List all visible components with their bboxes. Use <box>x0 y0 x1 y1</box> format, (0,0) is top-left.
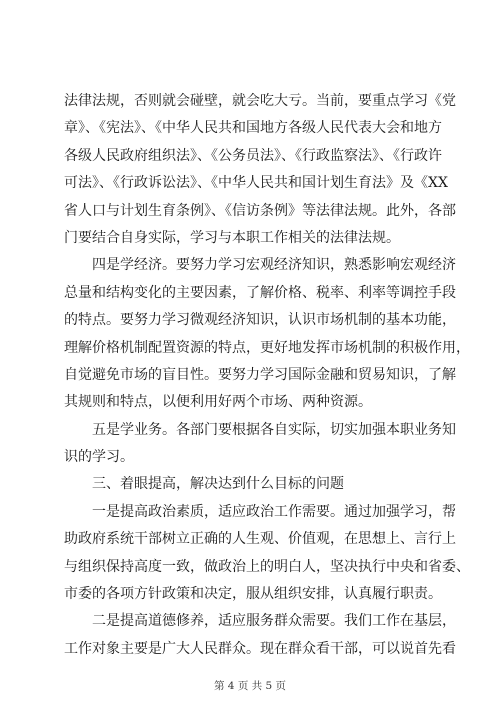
text-line: 工作对象主要是广大人民群众。现在群众看干部，可以说首先看 <box>64 640 456 657</box>
text-line: 各级人民政府组织法》、《公务员法》、《行政监察法》、《行政许 <box>64 147 442 164</box>
text-line: 省人口与计划生育条例》、《信访条例》等法律法规。此外，各部 <box>64 202 456 219</box>
text-line: 自觉避免市场的盲目性。要努力学习国际金融和贸易知识，了解 <box>64 366 456 383</box>
text-line: 三、着眼提高，解决达到什么目标的问题 <box>64 476 344 493</box>
text-line: 章》、《宪法》、《中华人民共和国地方各级人民代表大会和地方 <box>64 120 442 137</box>
text-line: 识的学习。 <box>64 449 134 466</box>
text-line: 的特点。要努力学习微观经济知识，认识市场机制的基本功能， <box>64 312 456 329</box>
text-line: 助政府系统干部树立正确的人生观、价值观，在思想上、言行上 <box>64 531 456 548</box>
text-line: 市委的各项方针政策和决定，服从组织安排，认真履行职责。 <box>64 586 442 603</box>
page-footer: 第 4 页 共 5 页 <box>213 680 287 692</box>
text-line: 可法》、《行政诉讼法》、《中华人民共和国计划生育法》及《XX <box>64 175 448 192</box>
document-body <box>64 88 470 663</box>
text-line: 二是提高道德修养，适应服务群众需要。我们工作在基层， <box>64 613 456 630</box>
text-line: 门要结合自身实际，学习与本职工作相关的法律法规。 <box>64 229 400 246</box>
text-line: 法律法规，否则就会碰壁，就会吃大亏。当前，要重点学习《党 <box>64 93 456 109</box>
text-line: 四是学经济。要努力学习宏观经济知识，熟悉影响宏观经济 <box>64 257 456 274</box>
text-line: 理解价格机制配置资源的特点，更好地发挥市场机制的积极作用， <box>64 339 470 356</box>
text-line: 一是提高政治素质，适应政治工作需要。通过加强学习，帮 <box>64 503 456 520</box>
text-line: 与组织保持高度一致，做政治上的明白人，坚决执行中央和省委、 <box>64 558 470 575</box>
text-line: 总量和结构变化的主要因素，了解价格、税率、利率等调控手段 <box>64 284 456 301</box>
text-line: 五是学业务。各部门要根据各自实际，切实加强本职业务知 <box>64 421 456 438</box>
text-line: 其规则和特点，以便利用好两个市场、两种资源。 <box>64 394 372 411</box>
